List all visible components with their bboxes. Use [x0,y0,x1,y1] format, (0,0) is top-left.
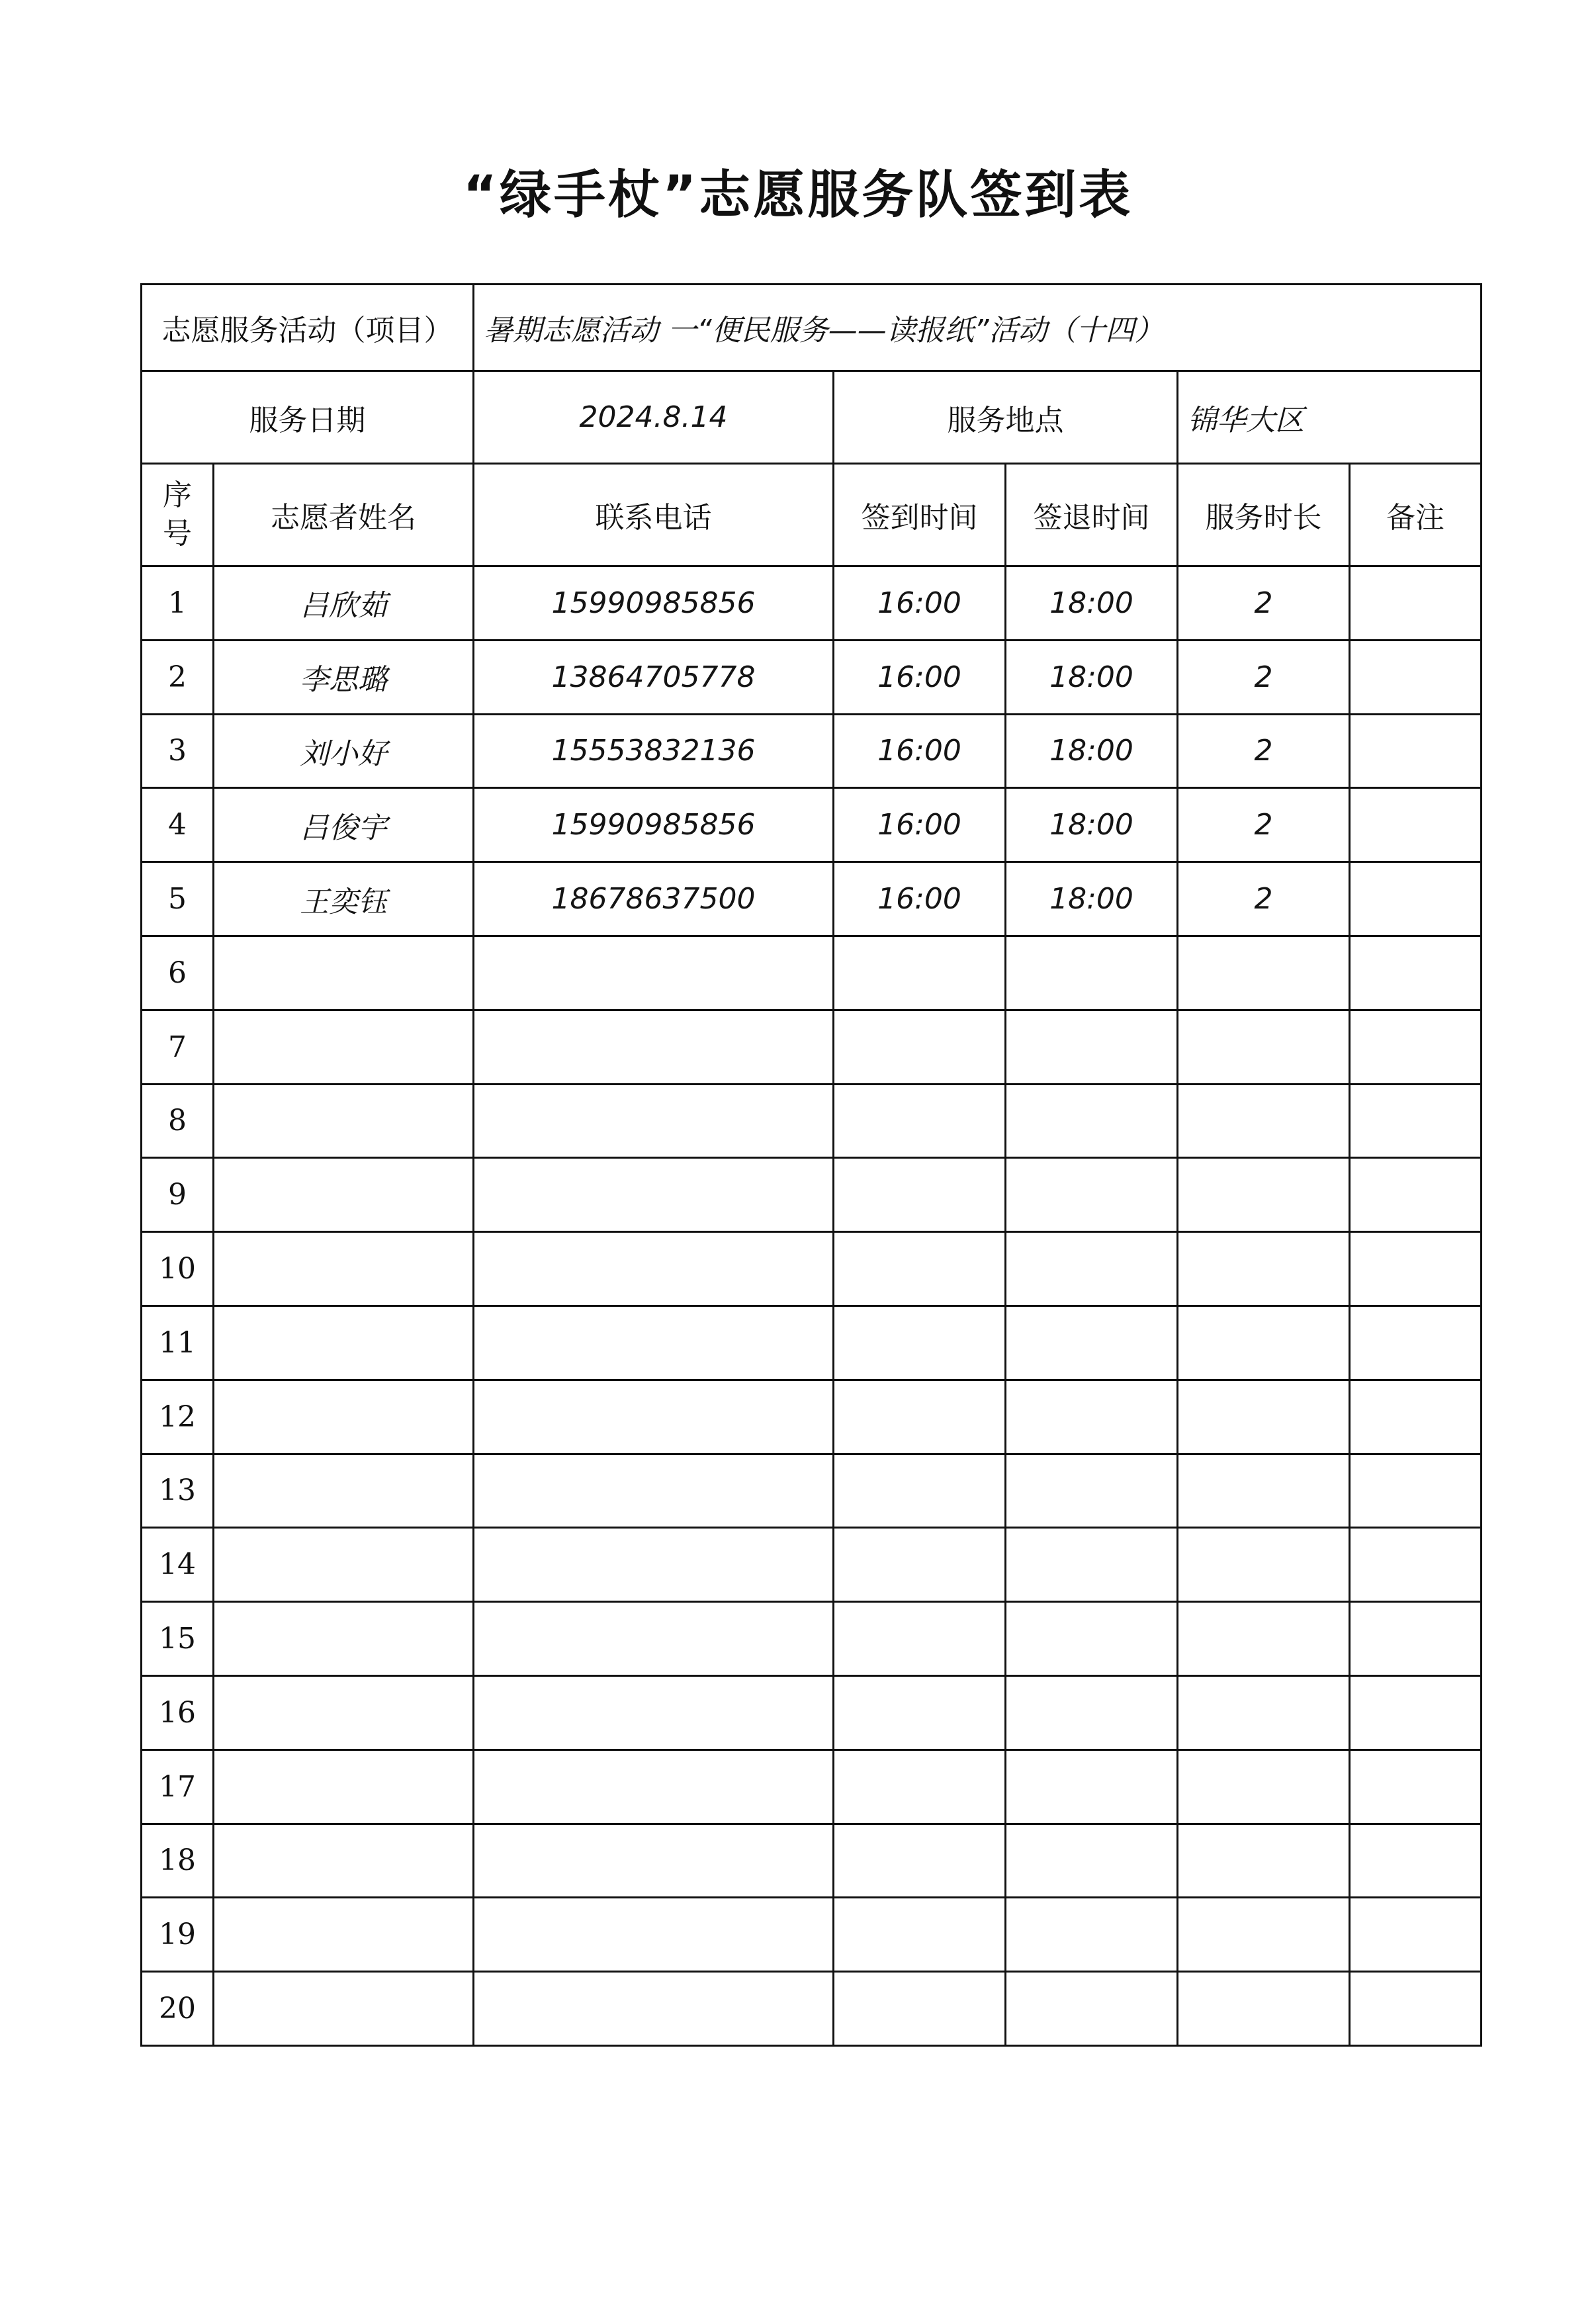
duration-cell [1178,1010,1350,1084]
signout-cell [1006,1898,1178,1972]
name-cell [214,1454,474,1528]
date-label: 服务日期 [142,371,474,464]
signout-cell [1006,1232,1178,1306]
duration-cell [1178,1084,1350,1158]
signin-cell [834,1084,1006,1158]
duration-cell [1178,1824,1350,1898]
name-cell: 王奕钰 [214,862,474,936]
duration-cell [1178,1232,1350,1306]
name-cell [214,1528,474,1602]
phone-cell [474,1010,834,1084]
signout-cell [1006,1675,1178,1750]
name-cell [214,1602,474,1676]
name-cell: 刘小好 [214,714,474,788]
seq-cell: 9 [142,1158,214,1232]
name-cell [214,1898,474,1972]
duration-cell [1178,936,1350,1010]
phone-cell [474,1084,834,1158]
remark-cell [1350,640,1482,714]
table-row [142,1824,1482,1898]
phone-cell [474,1602,834,1676]
seq-cell: 5 [142,862,214,936]
remark-cell [1350,566,1482,641]
table-row [142,566,1482,641]
table-row [142,1232,1482,1306]
signin-cell: 16:00 [834,640,1006,714]
duration-cell [1178,1158,1350,1232]
col-header-signout: 签退时间 [1006,464,1178,566]
signin-cell [834,1675,1006,1750]
name-cell [214,1972,474,2046]
phone-cell: 13864705778 [474,640,834,714]
phone-cell: 15990985856 [474,566,834,641]
date-value: 2024.8.14 [474,371,834,464]
seq-cell: 11 [142,1306,214,1380]
seq-cell: 8 [142,1084,214,1158]
name-cell [214,1675,474,1750]
phone-cell [474,936,834,1010]
remark-cell [1350,1602,1482,1676]
phone-cell: 15990985856 [474,788,834,862]
signout-cell: 18:00 [1006,714,1178,788]
seq-cell: 7 [142,1010,214,1084]
phone-cell [474,1232,834,1306]
phone-cell [474,1972,834,2046]
table-row [142,862,1482,936]
column-header-row [142,464,1482,566]
seq-cell: 3 [142,714,214,788]
phone-cell [474,1158,834,1232]
table-row [142,788,1482,862]
signout-cell [1006,1158,1178,1232]
signin-cell [834,1972,1006,2046]
signin-table [140,283,1482,2047]
remark-cell [1350,1454,1482,1528]
phone-cell [474,1528,834,1602]
duration-cell: 2 [1178,788,1350,862]
signout-cell [1006,1824,1178,1898]
phone-cell [474,1824,834,1898]
signin-cell [834,1158,1006,1232]
signout-cell: 18:00 [1006,788,1178,862]
col-header-duration: 服务时长 [1178,464,1350,566]
table-row [142,640,1482,714]
signout-cell: 18:00 [1006,566,1178,641]
signin-cell [834,1528,1006,1602]
location-value: 锦华大区 [1178,371,1482,464]
signin-cell [834,1454,1006,1528]
duration-cell: 2 [1178,640,1350,714]
signin-cell [834,1306,1006,1380]
remark-cell [1350,936,1482,1010]
name-cell [214,1084,474,1158]
table-row [142,936,1482,1010]
duration-cell [1178,1528,1350,1602]
col-header-name: 志愿者姓名 [214,464,474,566]
col-header-seq [142,464,214,566]
name-cell: 吕欣茹 [214,566,474,641]
seq-cell: 16 [142,1675,214,1750]
name-cell: 李思璐 [214,640,474,714]
signin-cell [834,936,1006,1010]
table-row [142,1675,1482,1750]
table-row [142,1084,1482,1158]
signout-cell [1006,1528,1178,1602]
name-cell [214,1380,474,1454]
duration-cell: 2 [1178,566,1350,641]
location-label: 服务地点 [834,371,1178,464]
phone-cell [474,1380,834,1454]
remark-cell [1350,788,1482,862]
table-row [142,1972,1482,2046]
signin-cell [834,1380,1006,1454]
remark-cell [1350,1528,1482,1602]
signin-cell: 16:00 [834,862,1006,936]
duration-cell [1178,1898,1350,1972]
seq-cell: 20 [142,1972,214,2046]
name-cell [214,1824,474,1898]
duration-cell [1178,1972,1350,2046]
table-row [142,1158,1482,1232]
signout-cell [1006,1084,1178,1158]
phone-cell [474,1898,834,1972]
remark-cell [1350,1824,1482,1898]
duration-cell [1178,1602,1350,1676]
remark-cell [1350,714,1482,788]
signout-cell [1006,1306,1178,1380]
duration-cell: 2 [1178,714,1350,788]
seq-cell: 2 [142,640,214,714]
signin-cell [834,1010,1006,1084]
signout-cell [1006,1972,1178,2046]
name-cell: 吕俊宇 [214,788,474,862]
remark-cell [1350,1675,1482,1750]
duration-cell [1178,1675,1350,1750]
signout-cell [1006,936,1178,1010]
date-location-row [142,371,1482,464]
signin-cell [834,1602,1006,1676]
remark-cell [1350,1232,1482,1306]
duration-cell [1178,1306,1350,1380]
seq-cell: 17 [142,1750,214,1824]
table-row [142,1454,1482,1528]
name-cell [214,1306,474,1380]
seq-cell: 14 [142,1528,214,1602]
seq-cell: 1 [142,566,214,641]
seq-cell: 18 [142,1824,214,1898]
duration-cell: 2 [1178,862,1350,936]
signin-cell [834,1898,1006,1972]
duration-cell [1178,1750,1350,1824]
remark-cell [1350,1898,1482,1972]
signout-cell [1006,1010,1178,1084]
signin-cell [834,1232,1006,1306]
phone-cell: 18678637500 [474,862,834,936]
table-row [142,714,1482,788]
signout-cell [1006,1454,1178,1528]
remark-cell [1350,1010,1482,1084]
table-row [142,1306,1482,1380]
col-header-signin: 签到时间 [834,464,1006,566]
remark-cell [1350,862,1482,936]
signin-cell: 16:00 [834,788,1006,862]
signout-cell [1006,1380,1178,1454]
table-row [142,1898,1482,1972]
table-row [142,1528,1482,1602]
name-cell [214,1158,474,1232]
page-title: “绿手杖”志愿服务队签到表 [463,165,1133,225]
table-row [142,1380,1482,1454]
seq-cell: 4 [142,788,214,862]
col-header-remark: 备注 [1350,464,1482,566]
remark-cell [1350,1750,1482,1824]
signout-cell: 18:00 [1006,640,1178,714]
seq-cell: 19 [142,1898,214,1972]
seq-cell: 10 [142,1232,214,1306]
signin-cell: 16:00 [834,566,1006,641]
seq-cell: 12 [142,1380,214,1454]
signout-cell: 18:00 [1006,862,1178,936]
seq-cell: 13 [142,1454,214,1528]
table-row [142,1010,1482,1084]
table-row [142,1750,1482,1824]
phone-cell [474,1454,834,1528]
seq-cell: 6 [142,936,214,1010]
col-header-seq-text: 序号 [163,478,192,551]
phone-cell [474,1675,834,1750]
remark-cell [1350,1972,1482,2046]
table-row [142,1602,1482,1676]
remark-cell [1350,1158,1482,1232]
duration-cell [1178,1380,1350,1454]
name-cell [214,1750,474,1824]
name-cell [214,936,474,1010]
remark-cell [1350,1306,1482,1380]
remark-cell [1350,1380,1482,1454]
activity-label: 志愿服务活动（项目） [142,285,474,371]
name-cell [214,1232,474,1306]
name-cell [214,1010,474,1084]
phone-cell [474,1306,834,1380]
signin-cell [834,1750,1006,1824]
activity-row [142,285,1482,371]
signout-cell [1006,1750,1178,1824]
activity-value: 暑期志愿活动 一“便民服务——读报纸”活动（十四） [474,285,1482,371]
col-header-phone: 联系电话 [474,464,834,566]
seq-cell: 15 [142,1602,214,1676]
remark-cell [1350,1084,1482,1158]
duration-cell [1178,1454,1350,1528]
signin-cell: 16:00 [834,714,1006,788]
phone-cell: 15553832136 [474,714,834,788]
signin-cell [834,1824,1006,1898]
signout-cell [1006,1602,1178,1676]
phone-cell [474,1750,834,1824]
